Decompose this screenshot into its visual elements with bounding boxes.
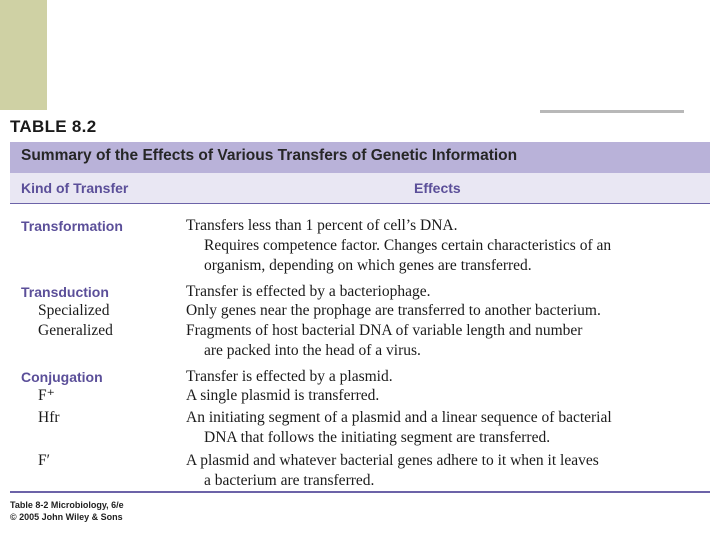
slide-accent-bar: [0, 0, 47, 110]
effect-line: organism, depending on which genes are transferred.: [204, 257, 532, 274]
effect-line: DNA that follows the initiating segment are transferred.: [204, 429, 551, 446]
subcategory-generalized: Generalized: [38, 322, 113, 339]
table-number: TABLE 8.2: [10, 117, 97, 136]
effect-line: Transfer is effected by a plasmid.: [186, 368, 393, 385]
effect-line: A single plasmid is transferred.: [186, 387, 380, 404]
effect-line: A plasmid and whatever bacterial genes adhere to it when it leaves: [186, 452, 599, 469]
header-effects: Effects: [414, 180, 461, 196]
effect-line: a bacterium are transferred.: [204, 472, 375, 489]
table-bottom-rule: [10, 491, 710, 493]
effect-line: Fragments of host bacterial DNA of variable length and number: [186, 322, 583, 339]
category-transformation: Transformation: [21, 218, 123, 234]
table-title-band: [10, 142, 710, 173]
table-header-row: [10, 173, 710, 204]
subcategory-specialized: Specialized: [38, 302, 110, 319]
effect-line: are packed into the head of a virus.: [204, 342, 421, 359]
table-title: Summary of the Effects of Various Transfers of Genetic Information: [21, 147, 518, 164]
effect-line: Transfers less than 1 percent of cell’s DNA.: [186, 217, 458, 234]
source-credit-line-1: Table 8-2 Microbiology, 6/e: [10, 500, 124, 510]
category-conjugation: Conjugation: [21, 369, 103, 385]
slide-title-underline: [540, 110, 684, 113]
effect-line: Only genes near the prophage are transferred to another bacterium.: [186, 302, 601, 319]
subcategory-hfr: Hfr: [38, 409, 60, 426]
effect-line: Transfer is effected by a bacteriophage.: [186, 283, 431, 300]
category-transduction: Transduction: [21, 284, 109, 300]
source-credit-line-2: © 2005 John Wiley & Sons: [10, 512, 123, 522]
effect-line: Requires competence factor. Changes certain characteristics of an: [204, 237, 612, 254]
subcategory-f-plus: F⁺: [38, 387, 55, 404]
effect-line: An initiating segment of a plasmid and a linear sequence of bacterial: [186, 409, 612, 426]
header-kind-of-transfer: Kind of Transfer: [21, 180, 129, 196]
subcategory-f-prime: F′: [38, 452, 51, 469]
